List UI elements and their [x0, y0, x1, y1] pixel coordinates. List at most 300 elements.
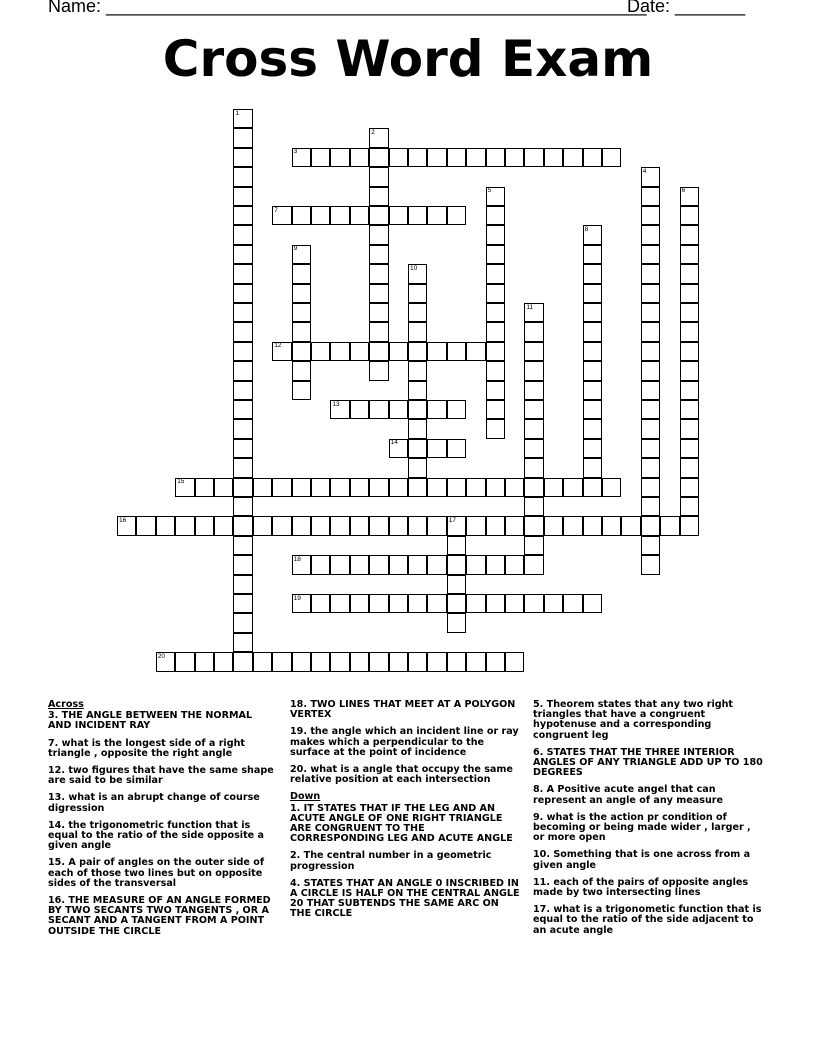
grid-cell[interactable] [680, 400, 699, 419]
grid-cell[interactable] [233, 613, 252, 632]
grid-cell[interactable] [524, 555, 543, 574]
grid-cell[interactable] [680, 478, 699, 497]
clue-number-2: 2 [371, 128, 375, 136]
grid-cell[interactable] [486, 187, 505, 206]
grid-cell[interactable] [408, 439, 427, 458]
grid-cell[interactable] [408, 264, 427, 283]
grid-cell[interactable] [524, 458, 543, 477]
grid-cell[interactable] [583, 342, 602, 361]
grid-cell[interactable] [350, 516, 369, 535]
grid-cell[interactable] [233, 167, 252, 186]
grid-cell[interactable] [330, 400, 349, 419]
grid-cell[interactable] [389, 400, 408, 419]
grid-cell[interactable] [233, 633, 252, 652]
grid-cell[interactable] [408, 381, 427, 400]
grid-cell[interactable] [272, 342, 291, 361]
grid-cell[interactable] [369, 322, 388, 341]
grid-cell[interactable] [408, 206, 427, 225]
grid-cell[interactable] [233, 652, 252, 671]
grid-cell[interactable] [583, 516, 602, 535]
grid-cell[interactable] [486, 594, 505, 613]
grid-cell[interactable] [311, 148, 330, 167]
grid-cell[interactable] [524, 381, 543, 400]
grid-cell[interactable] [369, 264, 388, 283]
grid-cell[interactable] [447, 400, 466, 419]
grid-cell[interactable] [330, 148, 349, 167]
grid-cell[interactable] [524, 148, 543, 167]
clue-number-13: 13 [332, 400, 340, 408]
grid-cell[interactable] [680, 322, 699, 341]
grid-cell[interactable] [369, 225, 388, 244]
grid-cell[interactable] [505, 555, 524, 574]
grid-cell[interactable] [389, 342, 408, 361]
grid-cell[interactable] [524, 594, 543, 613]
grid-cell[interactable] [350, 652, 369, 671]
clue-number-9: 9 [293, 245, 298, 253]
grid-cell[interactable] [680, 419, 699, 438]
grid-cell[interactable] [641, 187, 660, 206]
grid-cell[interactable] [272, 652, 291, 671]
grid-cell[interactable] [447, 613, 466, 632]
grid-cell[interactable] [369, 167, 388, 186]
grid-cell[interactable] [641, 439, 660, 458]
grid-cell[interactable] [214, 516, 233, 535]
grid-cell[interactable] [233, 148, 252, 167]
grid-cell[interactable] [233, 419, 252, 438]
grid-cell[interactable] [389, 206, 408, 225]
grid-cell[interactable] [350, 594, 369, 613]
grid-cell[interactable] [233, 458, 252, 477]
clues-column-3 [533, 700, 765, 943]
grid-cell[interactable] [641, 284, 660, 303]
grid-cell[interactable] [602, 516, 621, 535]
grid-cell[interactable] [233, 439, 252, 458]
grid-cell[interactable] [583, 264, 602, 283]
grid-cell[interactable] [427, 439, 446, 458]
grid-cell[interactable] [292, 652, 311, 671]
grid-cell[interactable] [350, 206, 369, 225]
grid-cell[interactable] [583, 148, 602, 167]
grid-cell[interactable] [427, 652, 446, 671]
grid-cell[interactable] [369, 555, 388, 574]
grid-cell[interactable] [350, 342, 369, 361]
grid-cell[interactable] [408, 594, 427, 613]
grid-cell[interactable] [427, 206, 446, 225]
grid-cell[interactable] [447, 652, 466, 671]
grid-cell[interactable] [427, 148, 446, 167]
grid-cell[interactable] [680, 497, 699, 516]
clue-number-11: 11 [526, 303, 534, 311]
grid-cell[interactable] [369, 128, 388, 147]
grid-cell[interactable] [583, 284, 602, 303]
grid-cell[interactable] [524, 361, 543, 380]
grid-cell[interactable] [641, 225, 660, 244]
grid-cell[interactable] [524, 497, 543, 516]
grid-cell[interactable] [330, 516, 349, 535]
grid-cell[interactable] [427, 594, 446, 613]
grid-cell[interactable] [175, 478, 194, 497]
grid-cell[interactable] [311, 206, 330, 225]
grid-cell[interactable] [408, 555, 427, 574]
grid-cell[interactable] [330, 342, 349, 361]
grid-cell[interactable] [330, 555, 349, 574]
grid-cell[interactable] [466, 652, 485, 671]
grid-cell[interactable] [641, 400, 660, 419]
clue-down-4: 4. STATES THAT AN ANGLE 0 INSCRIBED IN A CIRCLE IS HALF ON THE CENTRAL ANGLE 20 THAT SUBTENDS THE SAME ARC ON THE CIRCLE [290, 877, 520, 920]
grid-cell[interactable] [292, 206, 311, 225]
grid-cell[interactable] [583, 245, 602, 264]
grid-cell[interactable] [311, 478, 330, 497]
grid-cell[interactable] [466, 516, 485, 535]
grid-cell[interactable] [233, 536, 252, 555]
grid-cell[interactable] [583, 322, 602, 341]
clue-across-20: 20. what is a angle that occupy the same relative position at each intersection [290, 764, 513, 786]
grid-cell[interactable] [447, 575, 466, 594]
grid-cell[interactable] [369, 187, 388, 206]
grid-cell[interactable] [214, 478, 233, 497]
grid-cell[interactable] [466, 342, 485, 361]
grid-cell[interactable] [330, 594, 349, 613]
grid-cell[interactable] [233, 109, 252, 128]
grid-cell[interactable] [292, 594, 311, 613]
grid-cell[interactable] [466, 555, 485, 574]
clue-across-18: 18. TWO LINES THAT MEET AT A POLYGON VERTEX [290, 699, 516, 721]
grid-cell[interactable] [583, 478, 602, 497]
grid-cell[interactable] [505, 516, 524, 535]
grid-cell[interactable] [272, 478, 291, 497]
grid-cell[interactable] [311, 652, 330, 671]
clue-number-15: 15 [177, 478, 185, 486]
grid-cell[interactable] [233, 516, 252, 535]
grid-cell[interactable] [408, 400, 427, 419]
grid-cell[interactable] [292, 264, 311, 283]
grid-cell[interactable] [447, 594, 466, 613]
grid-cell[interactable] [427, 478, 446, 497]
grid-cell[interactable] [389, 516, 408, 535]
grid-cell[interactable] [641, 264, 660, 283]
grid-cell[interactable] [292, 478, 311, 497]
grid-cell[interactable] [680, 361, 699, 380]
grid-cell[interactable] [350, 555, 369, 574]
grid-cell[interactable] [602, 148, 621, 167]
across-heading: Across [48, 699, 84, 710]
grid-cell[interactable] [369, 148, 388, 167]
grid-cell[interactable] [369, 245, 388, 264]
clue-down-17: 17. what is a trigonometic function that is equal to the ratio of the side adjacent to an acute angle [533, 904, 762, 936]
grid-cell[interactable] [583, 381, 602, 400]
grid-cell[interactable] [641, 342, 660, 361]
grid-cell[interactable] [641, 361, 660, 380]
grid-cell[interactable] [583, 225, 602, 244]
grid-cell[interactable] [486, 206, 505, 225]
grid-cell[interactable] [330, 478, 349, 497]
grid-cell[interactable] [680, 264, 699, 283]
grid-cell[interactable] [369, 361, 388, 380]
grid-cell[interactable] [583, 439, 602, 458]
grid-cell[interactable] [524, 322, 543, 341]
grid-cell[interactable] [233, 245, 252, 264]
grid-cell[interactable] [369, 284, 388, 303]
grid-cell[interactable] [524, 516, 543, 535]
grid-cell[interactable] [389, 555, 408, 574]
clue-number-10: 10 [410, 264, 418, 272]
grid-cell[interactable] [408, 148, 427, 167]
grid-cell[interactable] [253, 478, 272, 497]
grid-cell[interactable] [447, 148, 466, 167]
grid-cell[interactable] [389, 478, 408, 497]
grid-cell[interactable] [136, 516, 155, 535]
grid-cell[interactable] [583, 458, 602, 477]
grid-cell[interactable] [389, 652, 408, 671]
grid-cell[interactable] [621, 516, 640, 535]
grid-cell[interactable] [292, 361, 311, 380]
grid-cell[interactable] [524, 419, 543, 438]
grid-cell[interactable] [389, 594, 408, 613]
grid-cell[interactable] [233, 361, 252, 380]
grid-cell[interactable] [233, 264, 252, 283]
grid-cell[interactable] [486, 381, 505, 400]
grid-cell[interactable] [292, 381, 311, 400]
grid-cell[interactable] [680, 225, 699, 244]
grid-cell[interactable] [292, 303, 311, 322]
grid-cell[interactable] [369, 516, 388, 535]
grid-cell[interactable] [505, 148, 524, 167]
grid-cell[interactable] [524, 439, 543, 458]
grid-cell[interactable] [195, 652, 214, 671]
grid-cell[interactable] [253, 516, 272, 535]
grid-cell[interactable] [117, 516, 136, 535]
grid-cell[interactable] [641, 536, 660, 555]
grid-cell[interactable] [447, 478, 466, 497]
grid-cell[interactable] [175, 516, 194, 535]
grid-cell[interactable] [408, 419, 427, 438]
grid-cell[interactable] [583, 419, 602, 438]
grid-cell[interactable] [466, 594, 485, 613]
grid-cell[interactable] [195, 516, 214, 535]
grid-cell[interactable] [544, 516, 563, 535]
grid-cell[interactable] [447, 342, 466, 361]
grid-cell[interactable] [486, 478, 505, 497]
grid-cell[interactable] [486, 264, 505, 283]
grid-cell[interactable] [195, 478, 214, 497]
grid-cell[interactable] [641, 497, 660, 516]
grid-cell[interactable] [330, 206, 349, 225]
grid-cell[interactable] [408, 284, 427, 303]
grid-cell[interactable] [233, 594, 252, 613]
grid-cell[interactable] [292, 245, 311, 264]
grid-cell[interactable] [660, 516, 679, 535]
grid-cell[interactable] [447, 536, 466, 555]
grid-cell[interactable] [486, 555, 505, 574]
grid-cell[interactable] [292, 284, 311, 303]
grid-cell[interactable] [369, 652, 388, 671]
grid-cell[interactable] [641, 555, 660, 574]
grid-cell[interactable] [544, 478, 563, 497]
grid-cell[interactable] [408, 516, 427, 535]
grid-cell[interactable] [408, 458, 427, 477]
grid-cell[interactable] [641, 458, 660, 477]
grid-cell[interactable] [369, 342, 388, 361]
grid-cell[interactable] [505, 652, 524, 671]
grid-cell[interactable] [680, 284, 699, 303]
grid-cell[interactable] [389, 148, 408, 167]
grid-cell[interactable] [680, 381, 699, 400]
grid-cell[interactable] [505, 478, 524, 497]
grid-cell[interactable] [447, 206, 466, 225]
grid-cell[interactable] [486, 400, 505, 419]
grid-cell[interactable] [408, 361, 427, 380]
grid-cell[interactable] [233, 128, 252, 147]
grid-cell[interactable] [486, 148, 505, 167]
grid-cell[interactable] [641, 167, 660, 186]
grid-cell[interactable] [486, 303, 505, 322]
grid-cell[interactable] [233, 187, 252, 206]
name-field-line[interactable]: Name: ______________________________________________________ [48, 0, 647, 16]
grid-cell[interactable] [486, 284, 505, 303]
grid-cell[interactable] [233, 497, 252, 516]
grid-cell[interactable] [447, 555, 466, 574]
clue-across-7: 7. what is the longest side of a right triangle , opposite the right angle [48, 737, 246, 759]
grid-cell[interactable] [156, 652, 175, 671]
grid-cell[interactable] [544, 148, 563, 167]
grid-cell[interactable] [369, 303, 388, 322]
grid-cell[interactable] [641, 516, 660, 535]
grid-cell[interactable] [466, 148, 485, 167]
grid-cell[interactable] [583, 303, 602, 322]
grid-cell[interactable] [369, 400, 388, 419]
grid-cell[interactable] [214, 652, 233, 671]
grid-cell[interactable] [350, 478, 369, 497]
grid-cell[interactable] [641, 303, 660, 322]
grid-cell[interactable] [486, 245, 505, 264]
grid-cell[interactable] [350, 148, 369, 167]
grid-cell[interactable] [447, 439, 466, 458]
grid-cell[interactable] [680, 342, 699, 361]
grid-cell[interactable] [524, 342, 543, 361]
grid-cell[interactable] [486, 225, 505, 244]
grid-cell[interactable] [486, 516, 505, 535]
grid-cell[interactable] [233, 575, 252, 594]
grid-cell[interactable] [427, 516, 446, 535]
grid-cell[interactable] [583, 361, 602, 380]
grid-cell[interactable] [427, 400, 446, 419]
grid-cell[interactable] [680, 439, 699, 458]
grid-cell[interactable] [583, 400, 602, 419]
grid-cell[interactable] [408, 652, 427, 671]
grid-cell[interactable] [233, 381, 252, 400]
grid-cell[interactable] [292, 148, 311, 167]
grid-cell[interactable] [330, 652, 349, 671]
grid-cell[interactable] [408, 322, 427, 341]
grid-cell[interactable] [641, 381, 660, 400]
grid-cell[interactable] [680, 458, 699, 477]
grid-cell[interactable] [583, 594, 602, 613]
grid-cell[interactable] [641, 478, 660, 497]
grid-cell[interactable] [350, 400, 369, 419]
date-field-line[interactable]: Date: _______ [627, 0, 746, 16]
grid-cell[interactable] [292, 516, 311, 535]
grid-cell[interactable] [311, 594, 330, 613]
grid-cell[interactable] [544, 594, 563, 613]
grid-cell[interactable] [311, 342, 330, 361]
grid-cell[interactable] [292, 555, 311, 574]
grid-cell[interactable] [311, 555, 330, 574]
clue-down-2: 2. The central number in a geometric progression [290, 850, 492, 872]
grid-cell[interactable] [389, 439, 408, 458]
clues-column-1 [48, 700, 278, 944]
grid-cell[interactable] [272, 516, 291, 535]
grid-cell[interactable] [233, 206, 252, 225]
grid-cell[interactable] [563, 594, 582, 613]
clue-number-8: 8 [584, 225, 589, 233]
grid-cell[interactable] [233, 303, 252, 322]
grid-cell[interactable] [272, 206, 291, 225]
grid-cell[interactable] [680, 303, 699, 322]
grid-cell[interactable] [233, 342, 252, 361]
grid-cell[interactable] [253, 652, 272, 671]
clue-number-17: 17 [448, 516, 457, 524]
grid-cell[interactable] [447, 516, 466, 535]
grid-cell[interactable] [563, 516, 582, 535]
grid-cell[interactable] [408, 342, 427, 361]
clue-across-19: 19. the angle which an incident line or ray makes which a perpendicular to the surface at the point of incidence [290, 726, 519, 758]
grid-cell[interactable] [408, 478, 427, 497]
grid-cell[interactable] [641, 322, 660, 341]
grid-cell[interactable] [233, 322, 252, 341]
grid-cell[interactable] [369, 594, 388, 613]
grid-cell[interactable] [486, 361, 505, 380]
grid-cell[interactable] [563, 478, 582, 497]
grid-cell[interactable] [292, 322, 311, 341]
grid-cell[interactable] [233, 478, 252, 497]
grid-cell[interactable] [292, 342, 311, 361]
grid-cell[interactable] [486, 322, 505, 341]
grid-cell[interactable] [680, 516, 699, 535]
clue-across-12: 12. two figures that have the same shape are said to be similar [48, 765, 274, 787]
grid-cell[interactable] [427, 342, 446, 361]
grid-cell[interactable] [408, 303, 427, 322]
grid-cell[interactable] [175, 652, 194, 671]
grid-cell[interactable] [641, 245, 660, 264]
grid-cell[interactable] [505, 594, 524, 613]
grid-cell[interactable] [156, 516, 175, 535]
grid-cell[interactable] [233, 400, 252, 419]
grid-cell[interactable] [563, 148, 582, 167]
grid-cell[interactable] [427, 555, 446, 574]
grid-cell[interactable] [233, 284, 252, 303]
grid-cell[interactable] [486, 652, 505, 671]
grid-cell[interactable] [486, 342, 505, 361]
grid-cell[interactable] [369, 206, 388, 225]
grid-cell[interactable] [641, 206, 660, 225]
grid-cell[interactable] [524, 478, 543, 497]
grid-cell[interactable] [486, 419, 505, 438]
grid-cell[interactable] [680, 187, 699, 206]
grid-cell[interactable] [524, 536, 543, 555]
grid-cell[interactable] [602, 478, 621, 497]
grid-cell[interactable] [369, 478, 388, 497]
grid-cell[interactable] [524, 400, 543, 419]
grid-cell[interactable] [680, 206, 699, 225]
grid-cell[interactable] [524, 303, 543, 322]
grid-cell[interactable] [311, 516, 330, 535]
grid-cell[interactable] [233, 225, 252, 244]
page-title: Cross Word Exam [162, 30, 654, 88]
grid-cell[interactable] [641, 419, 660, 438]
grid-cell[interactable] [680, 245, 699, 264]
grid-cell[interactable] [466, 478, 485, 497]
grid-cell[interactable] [233, 555, 252, 574]
